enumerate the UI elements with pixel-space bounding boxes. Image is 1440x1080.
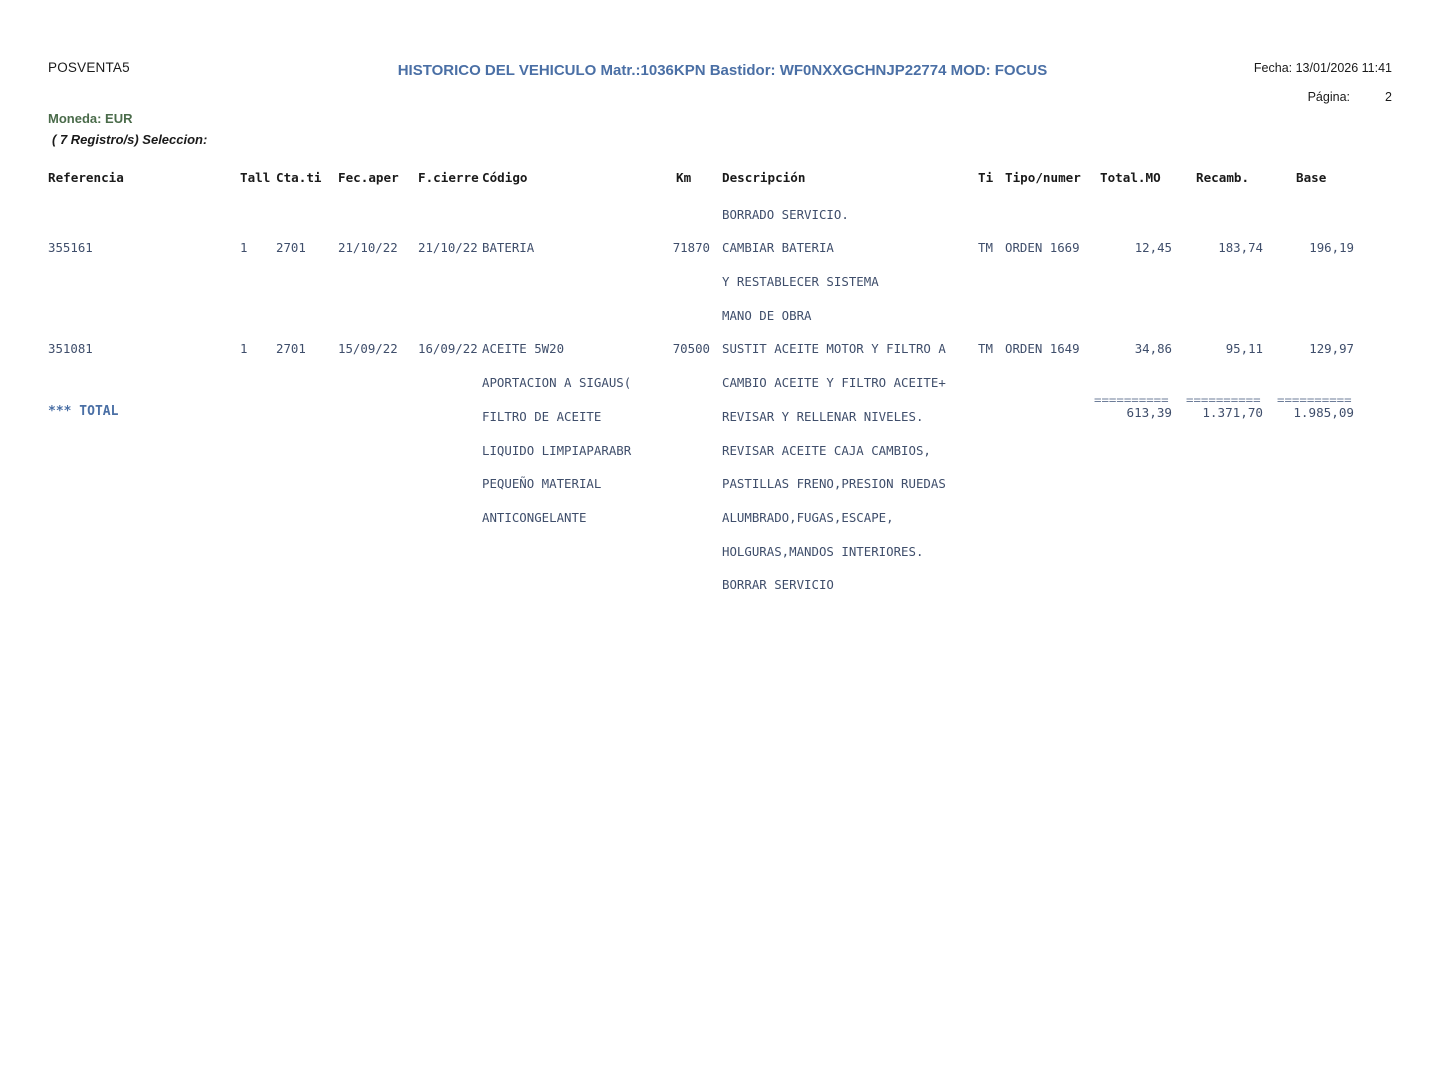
column-header-codigo: Código (482, 170, 528, 185)
cell-tiponumer: ORDEN 1669 (1005, 240, 1080, 256)
cell-cta: 2701 (276, 341, 306, 357)
currency-label: Moneda: EUR (48, 111, 133, 126)
cell-totalmo: 34,86 (1134, 341, 1172, 357)
app-identifier: POSVENTA5 (48, 60, 130, 75)
cell-descripcion-line: HOLGURAS,MANDOS INTERIORES. (722, 543, 924, 559)
column-header-fcierre: F.cierre (418, 170, 479, 185)
table-row-detail (0, 375, 1440, 392)
total-value-totalmo: 613,39 (1126, 405, 1172, 420)
cell-fecaper: 15/09/22 (338, 341, 398, 357)
table-row[interactable] (0, 341, 1440, 358)
column-header-base: Base (1296, 170, 1327, 185)
table-continuation-row (0, 207, 1440, 224)
cell-base: 129,97 (1309, 341, 1354, 357)
cell-fcierre: 21/10/22 (418, 240, 478, 256)
cell-descripcion-line: Y RESTABLECER SISTEMA (722, 274, 879, 290)
cell-fecaper: 21/10/22 (338, 240, 398, 256)
total-value-base: 1.985,09 (1293, 405, 1354, 420)
cell-base: 196,19 (1309, 240, 1354, 256)
total-separator-recamb: ========== (1186, 392, 1261, 407)
table-row-detail (0, 308, 1440, 325)
table-row-detail (0, 510, 1440, 527)
table-row-detail (0, 577, 1440, 594)
cell-cta: 2701 (276, 240, 306, 256)
column-header-referencia: Referencia (48, 170, 124, 185)
cell-codigo: ACEITE 5W20 (482, 341, 565, 357)
cell-descripcion: SUSTIT ACEITE MOTOR Y FILTRO A (722, 341, 946, 357)
cell-tall: 1 (240, 341, 248, 357)
table-row[interactable] (0, 240, 1440, 257)
cell-referencia: 355161 (48, 240, 93, 256)
cell-km: 70500 (672, 341, 710, 357)
cell-descripcion-line: MANO DE OBRA (722, 307, 812, 323)
column-header-tiponumer: Tipo/numer (1005, 170, 1081, 185)
table-row-detail (0, 544, 1440, 561)
cell-codigo-line: PEQUEÑO MATERIAL (482, 476, 602, 492)
column-header-cta: Cta.ti (276, 170, 322, 185)
history-table (0, 170, 1440, 593)
page-label: Página: (1307, 90, 1350, 104)
cell-recamb: 95,11 (1225, 341, 1263, 357)
column-header-recamb: Recamb. (1196, 170, 1250, 185)
column-header-descripcion: Descripción (722, 170, 806, 185)
cell-descripcion-line: ALUMBRADO,FUGAS,ESCAPE, (722, 509, 894, 525)
records-count: ( 7 Registro/s) Seleccion: (52, 132, 208, 147)
print-date: Fecha: 13/01/2026 11:41 (1253, 61, 1392, 75)
cell-codigo-line: ANTICONGELANTE (482, 509, 587, 525)
table-row-detail (0, 443, 1440, 460)
column-header-ti: Ti (978, 170, 994, 185)
cell-fcierre: 16/09/22 (418, 341, 478, 357)
total-label: *** TOTAL (48, 404, 119, 419)
cell-tiponumer: ORDEN 1649 (1005, 341, 1080, 357)
cell-recamb: 183,74 (1218, 240, 1263, 256)
table-row-detail (0, 476, 1440, 493)
cell-descripcion-line: REVISAR Y RELLENAR NIVELES. (722, 408, 924, 424)
total-separator-totalmo: ========== (1094, 392, 1169, 407)
column-header-tall: Tall (240, 170, 271, 185)
cell-descripcion-line: PASTILLAS FRENO,PRESION RUEDAS (722, 476, 946, 492)
cell-descripcion-line: REVISAR ACEITE CAJA CAMBIOS, (722, 442, 931, 458)
column-header-totalmo: Total.MO (1100, 170, 1161, 185)
cell-descripcion-line: BORRAR SERVICIO (722, 577, 834, 593)
continuation-description: BORRADO SERVICIO. (722, 206, 849, 222)
page-title: HISTORICO DEL VEHICULO Matr.:1036KPN Bastidor: WF0NXXGCHNJP22774 MOD: FOCUS (397, 62, 1048, 79)
total-separator-base: ========== (1277, 392, 1352, 407)
cell-descripcion: CAMBIAR BATERIA (722, 240, 834, 256)
cell-ti: TM (978, 240, 993, 256)
cell-codigo-line: FILTRO DE ACEITE (482, 408, 602, 424)
page-number: 2 (1385, 90, 1392, 104)
cell-referencia: 351081 (48, 341, 93, 357)
cell-ti: TM (978, 341, 993, 357)
cell-codigo: BATERIA (482, 240, 535, 256)
cell-descripcion-line: CAMBIO ACEITE Y FILTRO ACEITE+ (722, 375, 946, 391)
cell-totalmo: 12,45 (1134, 240, 1172, 256)
cell-tall: 1 (240, 240, 248, 256)
table-row-detail (0, 274, 1440, 291)
column-header-fecaper: Fec.aper (338, 170, 399, 185)
cell-km: 71870 (672, 240, 710, 256)
table-header-row (0, 170, 1440, 187)
cell-codigo-line: LIQUIDO LIMPIAPARABR (482, 442, 632, 458)
total-value-recamb: 1.371,70 (1202, 405, 1263, 420)
cell-codigo-line: APORTACION A SIGAUS( (482, 375, 632, 391)
column-header-km: Km (676, 170, 692, 185)
